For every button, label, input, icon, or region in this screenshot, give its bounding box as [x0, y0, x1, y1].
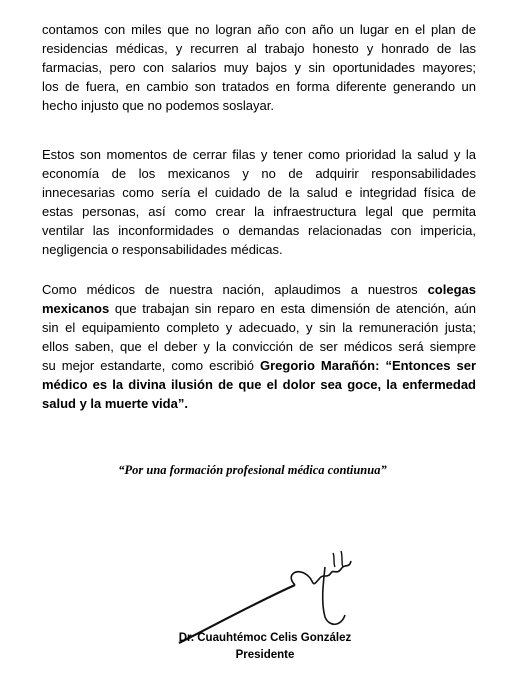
quote-line: médico es la divina ilusión de que el dolor sea goce, la enfermedad [42, 377, 476, 392]
paragraph-2-line: Estos son momentos de cerrar filas y tener como prioridad la salud y la [42, 147, 476, 162]
quote-close: ”. [177, 396, 188, 411]
paragraph-3-line: sin el equipamiento completo y adecuado, y sin la remuneración justa; [42, 320, 476, 335]
quote-author: Gregorio Marañón: “Entonces ser [260, 358, 476, 373]
paragraph-2 [42, 145, 476, 259]
paragraph-3-text: que trabajan sin reparo en esta dimensión de atención, aún [109, 301, 476, 316]
signer-name: Dr. Cuauhtémoc Celis González [178, 632, 352, 644]
paragraph-2-line: ventilar las inconformidades o demandas relacionadas con impericia, [42, 223, 476, 238]
handwritten-signature [175, 545, 355, 645]
paragraph-2-line: innecesarias como sería el cuidado de la salud e integridad física de [42, 185, 476, 200]
motto: “Por una formación profesional médica contiunua” [118, 463, 387, 477]
paragraph-1-line: farmacias, pero con salarios muy bajos y sin oportunidades mayores; [42, 60, 476, 75]
paragraph-1-line: contamos con miles que no logran año con año un lugar en el plan de [42, 22, 476, 37]
paragraph-3-line [42, 356, 476, 375]
paragraph-2-line: economía de los mexicanos y no de adquirir responsabilidades [42, 166, 476, 181]
paragraph-1-line: los de fuera, en cambio son tratados en forma diferente generando un [42, 79, 476, 94]
paragraph-3-text: Como médicos de nuestra nación, aplaudimos a nuestros [42, 282, 428, 297]
paragraph-1-line: residencias médicas, y recurren al trabajo honesto y honrado de las [42, 41, 476, 56]
paragraph-1-line: hecho injusto que no podemos soslayar. [42, 98, 274, 113]
paragraph-2-line: negligencia o responsabilidades médicas. [42, 242, 283, 257]
paragraph-3-line: ellos saben, que el deber y la convicción de ser médicos será siempre [42, 339, 476, 354]
paragraph-3 [42, 280, 476, 413]
paragraph-3-text: su mejor estandarte, como escribió [42, 358, 260, 373]
paragraph-3-line [42, 280, 476, 299]
paragraph-3-bold-text: mexicanos [42, 301, 110, 316]
paragraph-3-line [42, 299, 476, 318]
paragraph-1 [42, 20, 476, 115]
paragraph-2-line: estas personas, así como crear la infraestructura legal que permita [42, 204, 476, 219]
signer-role: Presidente [235, 649, 295, 661]
quote-line: salud y la muerte vida [42, 396, 178, 411]
paragraph-3-bold-text: colegas [427, 282, 476, 297]
paragraph-3-line [42, 394, 476, 413]
